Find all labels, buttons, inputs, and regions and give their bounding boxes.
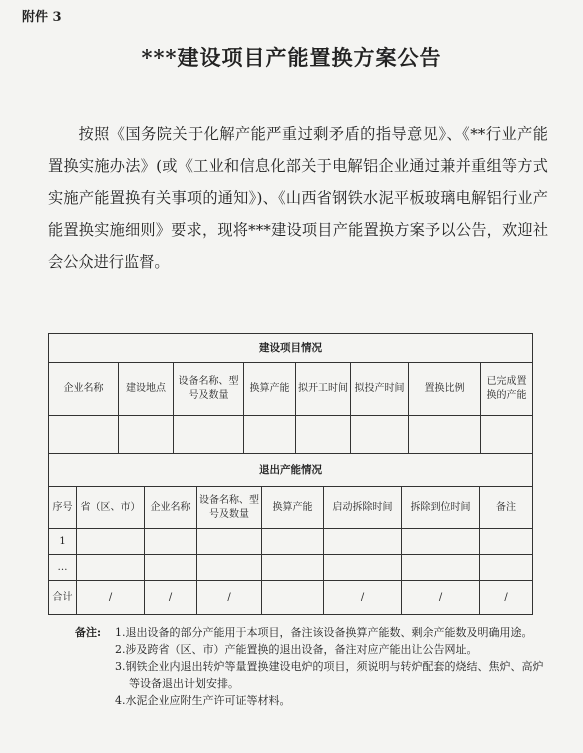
table2-cell bbox=[197, 529, 262, 555]
table2-header: 设备名称、型号及数量 bbox=[197, 487, 262, 529]
table2-cell bbox=[480, 555, 533, 581]
table2-total-cell: / bbox=[77, 581, 145, 615]
table1-cell bbox=[409, 416, 481, 454]
table2-cell bbox=[402, 529, 480, 555]
table2-total-cell: / bbox=[402, 581, 480, 615]
table2-total-cell: / bbox=[197, 581, 262, 615]
table1-cell bbox=[49, 416, 119, 454]
table2-header: 拆除到位时间 bbox=[402, 487, 480, 529]
table2-total-cell bbox=[262, 581, 324, 615]
table2-header: 启动拆除时间 bbox=[324, 487, 402, 529]
table1-header: 拟开工时间 bbox=[296, 363, 351, 416]
table2-cell bbox=[77, 529, 145, 555]
capacity-exit-table bbox=[48, 453, 533, 615]
table2-cell: … bbox=[49, 555, 77, 581]
table1-header: 建设地点 bbox=[119, 363, 174, 416]
table2-cell bbox=[480, 529, 533, 555]
table2-cell bbox=[262, 529, 324, 555]
table2-total-cell: / bbox=[145, 581, 197, 615]
table1-cell bbox=[174, 416, 244, 454]
table2-header: 备注 bbox=[480, 487, 533, 529]
table1-header: 拟投产时间 bbox=[351, 363, 409, 416]
table1-header: 换算产能 bbox=[244, 363, 296, 416]
table1-header: 企业名称 bbox=[49, 363, 119, 416]
table1-header: 设备名称、型号及数量 bbox=[174, 363, 244, 416]
notes-label: 备注: bbox=[75, 626, 102, 639]
table1-cell bbox=[296, 416, 351, 454]
table2-cell bbox=[262, 555, 324, 581]
table2-cell bbox=[324, 555, 402, 581]
table1-title: 建设项目情况 bbox=[49, 334, 533, 363]
table2-header: 换算产能 bbox=[262, 487, 324, 529]
construction-project-table bbox=[48, 333, 533, 454]
table1-cell bbox=[351, 416, 409, 454]
table2-cell bbox=[197, 555, 262, 581]
table2-total-cell: / bbox=[480, 581, 533, 615]
table1-header: 已完成置换的产能 bbox=[481, 363, 533, 416]
table2-total-cell: / bbox=[324, 581, 402, 615]
table1-cell bbox=[119, 416, 174, 454]
table-row bbox=[49, 555, 533, 581]
table1-cell bbox=[481, 416, 533, 454]
table1-cell bbox=[244, 416, 296, 454]
table2-cell bbox=[77, 555, 145, 581]
note-item: 3.钢铁企业内退出转炉等量置换建设电炉的项目，须说明与转炉配套的烧结、焦炉、高炉等设备退出计划安排。 bbox=[115, 660, 544, 690]
table2-cell bbox=[324, 529, 402, 555]
table2-cell bbox=[402, 555, 480, 581]
table2-header: 企业名称 bbox=[145, 487, 197, 529]
note-item: 2.涉及跨省（区、市）产能置换的退出设备，备注对应产能出让公告网址。 bbox=[115, 643, 478, 656]
table2-title: 退出产能情况 bbox=[49, 454, 533, 487]
table2-header: 省（区、市） bbox=[77, 487, 145, 529]
table2-cell bbox=[145, 555, 197, 581]
table-total-row bbox=[49, 581, 533, 615]
intro-paragraph bbox=[48, 118, 548, 278]
table1-header: 置换比例 bbox=[409, 363, 481, 416]
table2-header: 序号 bbox=[49, 487, 77, 529]
notes-section bbox=[75, 624, 545, 709]
intro-paragraph-text: 按照《国务院关于化解产能严重过剩矛盾的指导意见》、《**行业产能置换实施办法》(或《工业和信息化部关于电解铝企业通过兼并重组等方式实施产能置换有关事项的通知》)、《山西省钢铁水泥平板玻璃电解铝行业产能置换实施细则》要求，现将***建设项目产能置换方案予以公告，欢迎社会公众进行监督。 bbox=[48, 125, 548, 271]
page-title: ***建设项目产能置换方案公告 bbox=[141, 45, 442, 70]
note-item: 4.水泥企业应附生产许可证等材料。 bbox=[115, 694, 291, 707]
table2-total-cell: 合计 bbox=[49, 581, 77, 615]
annex-label: 附件 3 bbox=[22, 10, 62, 25]
table2-cell: 1 bbox=[49, 529, 77, 555]
table2-cell bbox=[145, 529, 197, 555]
note-item: 1.退出设备的部分产能用于本项目，备注该设备换算产能数、剩余产能数及明确用途。 bbox=[115, 626, 533, 639]
table-row bbox=[49, 529, 533, 555]
